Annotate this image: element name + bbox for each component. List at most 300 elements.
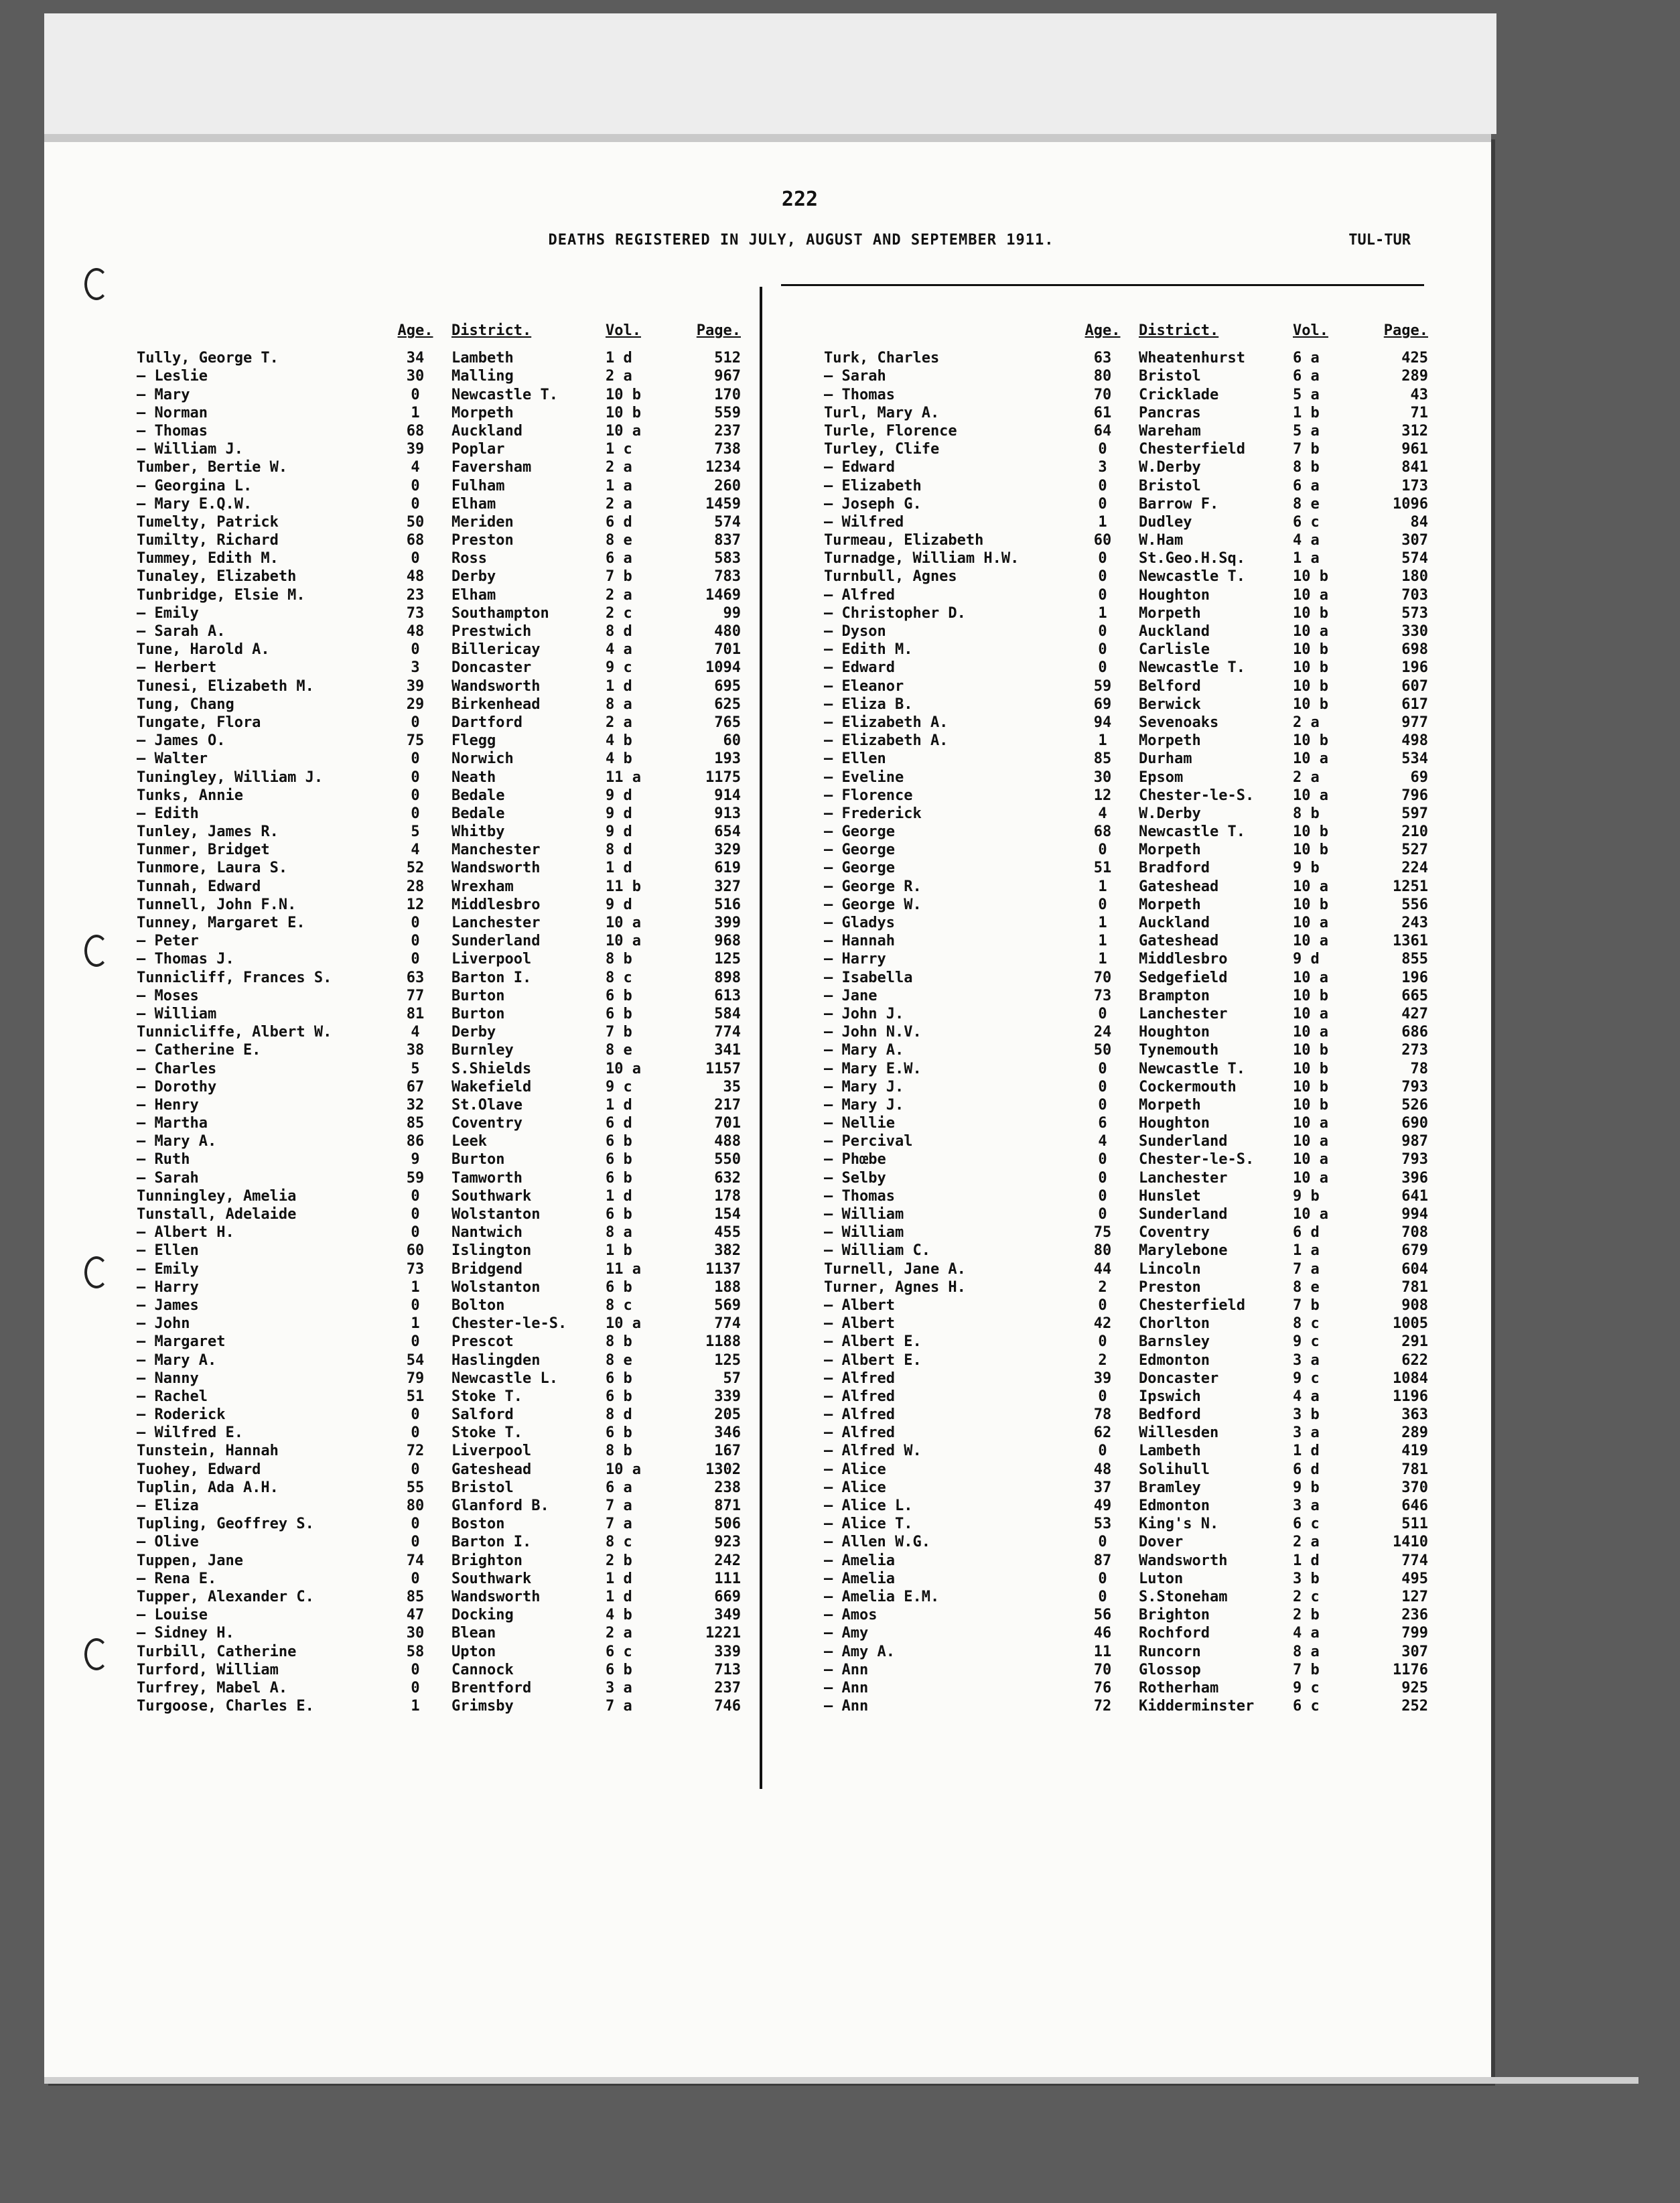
register-entry [137, 714, 773, 732]
entry-page: 154 [714, 1206, 741, 1223]
entry-district: Cricklade [1139, 386, 1219, 403]
binder-hole [84, 935, 109, 967]
entry-volume: 7 a [1293, 1260, 1320, 1278]
entry-age: 74 [406, 1552, 425, 1569]
entry-volume: 10 b [1293, 659, 1328, 677]
register-entry [824, 969, 1460, 987]
register-entry [824, 568, 1460, 586]
entry-volume: 1 d [606, 1570, 632, 1587]
entry-volume: 2 a [606, 368, 632, 385]
entry-volume: 10 a [1293, 878, 1328, 895]
register-entry [137, 841, 773, 859]
entry-volume: 7 b [606, 568, 632, 586]
entry-name: Tupper, Alexander C. [137, 1588, 314, 1605]
entry-age: 1 [1098, 951, 1107, 968]
entry-volume: 1 a [606, 477, 632, 494]
entry-volume: 1 d [606, 350, 632, 367]
entry-volume: 2 c [606, 604, 632, 622]
entry-name: — Amelia [824, 1552, 895, 1569]
entry-age: 30 [1093, 769, 1112, 786]
entry-age: 39 [406, 441, 425, 458]
entry-volume: 9 c [606, 659, 632, 677]
entry-page: 399 [714, 915, 741, 931]
entry-age: 0 [1098, 568, 1107, 586]
entry-page: 774 [714, 1024, 741, 1041]
register-entry [824, 422, 1460, 440]
register-entry [137, 440, 773, 458]
entry-age: 0 [411, 1679, 420, 1696]
register-entry [824, 769, 1460, 787]
entry-age: 68 [406, 422, 425, 440]
entry-page: 99 [723, 604, 741, 622]
entry-age: 0 [1098, 1078, 1107, 1095]
entry-age: 0 [411, 1187, 420, 1205]
entry-name: — Emily [137, 1260, 199, 1278]
register-entry [137, 769, 773, 787]
entry-district: Bolton [451, 1296, 505, 1314]
entry-district: W.Derby [1139, 459, 1201, 476]
entry-age: 79 [406, 1370, 425, 1387]
entry-age: 1 [1098, 513, 1107, 531]
entry-volume: 10 a [1293, 1024, 1328, 1041]
entry-volume: 10 b [1293, 677, 1328, 695]
entry-age: 0 [1098, 441, 1107, 458]
entry-name: — Eveline [824, 769, 904, 786]
entry-district: Coventry [1139, 1224, 1210, 1242]
entry-page: 224 [1401, 860, 1428, 877]
entry-page: 370 [1401, 1479, 1428, 1496]
entry-page: 382 [714, 1242, 741, 1260]
entry-name: — Alfred [824, 1370, 895, 1387]
entry-page: 57 [723, 1370, 741, 1387]
register-entry [137, 1005, 773, 1023]
entry-volume: 8 e [1293, 1278, 1320, 1296]
entry-age: 67 [406, 1078, 425, 1095]
entry-volume: 10 a [1293, 969, 1328, 986]
entry-age: 68 [406, 532, 425, 549]
register-entry [824, 659, 1460, 677]
entry-name: Tunbridge, Elsie M. [137, 586, 305, 604]
entry-page: 170 [714, 386, 741, 403]
entry-volume: 7 a [606, 1516, 632, 1533]
entry-name: Turl, Mary A. [824, 404, 940, 421]
entry-age: 0 [1098, 1534, 1107, 1551]
entry-page: 512 [714, 350, 741, 367]
entry-district: Auckland [451, 422, 522, 440]
entry-age: 69 [1093, 695, 1112, 713]
binder-hole [84, 268, 109, 300]
entry-district: Morpeth [1139, 842, 1201, 859]
entry-district: Chesterfield [1139, 1296, 1245, 1314]
entry-name: — Leslie [137, 368, 208, 385]
register-entry [824, 823, 1460, 841]
entry-name: — William [824, 1206, 904, 1223]
entry-volume: 10 b [1293, 641, 1328, 659]
entry-age: 0 [411, 933, 420, 950]
register-entry [824, 1005, 1460, 1023]
entry-page: 427 [1401, 1005, 1428, 1022]
entry-district: Ipswich [1139, 1388, 1201, 1405]
register-entry [824, 1643, 1460, 1661]
entry-page: 574 [714, 513, 741, 531]
entry-age: 0 [411, 1296, 420, 1314]
entry-name: — Albert [824, 1315, 895, 1333]
entry-district: Pancras [1139, 404, 1201, 421]
entry-volume: 1 d [1293, 1552, 1320, 1569]
register-entry [824, 531, 1460, 549]
register-entry [137, 1041, 773, 1059]
age-header: Age. [1084, 322, 1121, 339]
entry-page: 242 [714, 1552, 741, 1569]
entry-age: 0 [1098, 550, 1107, 568]
entry-name: — Ellen [824, 750, 886, 768]
register-entry [824, 586, 1460, 604]
entry-age: 0 [1098, 1206, 1107, 1223]
entry-volume: 10 b [1293, 695, 1328, 713]
entry-name: — Ruth [137, 1151, 190, 1169]
entry-district: Brighton [1139, 1607, 1210, 1624]
entry-name: — Charles [137, 1060, 217, 1077]
entry-district: Barton I. [451, 969, 532, 986]
entry-name: — James O. [137, 732, 226, 750]
entry-name: — Alfred W. [824, 1443, 922, 1460]
entry-name: — Rena E. [137, 1570, 217, 1587]
entry-name: — Mary [137, 386, 190, 403]
entry-name: — William J. [137, 441, 243, 458]
scan-background [44, 13, 1496, 134]
entry-district: Burton [451, 987, 505, 1004]
entry-district: Dover [1139, 1534, 1184, 1551]
entry-district: Birkenhead [451, 695, 541, 713]
entry-age: 0 [411, 1461, 420, 1478]
entry-name: — Eliza B. [824, 695, 913, 713]
entry-volume: 9 d [1293, 951, 1320, 968]
entry-name: — Alfred [824, 1424, 895, 1442]
entry-volume: 8 a [1293, 1643, 1320, 1660]
entry-district: Middlesbro [451, 896, 541, 913]
entry-page: 527 [1401, 842, 1428, 859]
entry-name: Tummey, Edith M. [137, 550, 279, 568]
register-entry [824, 367, 1460, 385]
entry-district: Morpeth [451, 404, 514, 421]
entry-page: 654 [714, 823, 741, 841]
entry-page: 556 [1401, 896, 1428, 913]
entry-volume: 8 a [606, 695, 632, 713]
register-entry [824, 914, 1460, 932]
entry-age: 1 [1098, 933, 1107, 950]
entry-name: — Edward [824, 659, 895, 677]
entry-district: Islington [451, 1242, 532, 1260]
entry-volume: 6 b [606, 1151, 632, 1169]
binder-hole [84, 1256, 109, 1288]
entry-district: Wolstanton [451, 1206, 541, 1223]
register-entry [137, 367, 773, 385]
entry-name: Tumilty, Richard [137, 532, 279, 549]
register-entry [824, 622, 1460, 641]
entry-age: 0 [411, 550, 420, 568]
entry-name: Tunks, Annie [137, 787, 243, 804]
entry-name: — Herbert [137, 659, 217, 677]
entry-age: 48 [406, 623, 425, 640]
entry-district: Gateshead [451, 1461, 532, 1478]
entry-page: 196 [1401, 969, 1428, 986]
entry-volume: 7 b [1293, 1661, 1320, 1678]
entry-district: Haslingden [451, 1351, 541, 1369]
entry-name: — Martha [137, 1115, 208, 1132]
entry-name: — Phœbe [824, 1151, 886, 1169]
entry-name: — Norman [137, 404, 208, 421]
entry-page: 260 [714, 477, 741, 494]
entry-district: Southampton [451, 604, 549, 622]
entry-page: 1221 [705, 1625, 741, 1642]
entry-name: — Albert [824, 1296, 895, 1314]
entry-page: 346 [714, 1424, 741, 1442]
entry-age: 4 [411, 1024, 420, 1041]
entry-volume: 7 b [1293, 1296, 1320, 1314]
entry-district: Southwark [451, 1570, 532, 1587]
entry-name: — Isabella [824, 969, 913, 986]
register-entry [137, 1187, 773, 1205]
entry-page: 125 [714, 1351, 741, 1369]
register-entry [824, 1351, 1460, 1370]
entry-page: 569 [714, 1296, 741, 1314]
entry-age: 80 [1093, 368, 1112, 385]
entry-name: — Wilfred E. [137, 1424, 243, 1442]
entry-volume: 10 a [606, 1315, 641, 1333]
register-entry [824, 1023, 1460, 1041]
entry-age: 0 [411, 750, 420, 768]
entry-name: — Florence [824, 787, 913, 804]
register-entry [137, 1370, 773, 1388]
register-entry [824, 1114, 1460, 1132]
entry-age: 61 [1093, 404, 1112, 421]
entry-volume: 9 d [606, 805, 632, 822]
entry-volume: 1 b [1293, 404, 1320, 421]
entry-volume: 3 a [1293, 1497, 1320, 1514]
register-entry [137, 950, 773, 968]
entry-page: 923 [714, 1534, 741, 1551]
entry-page: 793 [1401, 1151, 1428, 1169]
entry-district: Bristol [1139, 368, 1201, 385]
entry-district: Lanchester [1139, 1169, 1228, 1187]
entry-volume: 1 d [1293, 1443, 1320, 1460]
entry-age: 0 [1098, 842, 1107, 859]
entry-age: 0 [1098, 623, 1107, 640]
entry-age: 81 [406, 1005, 425, 1022]
entry-page: 480 [714, 623, 741, 640]
register-entry [824, 458, 1460, 476]
entry-district: W.Derby [1139, 805, 1201, 822]
entry-name: — Ann [824, 1661, 869, 1678]
entry-age: 76 [1093, 1679, 1112, 1696]
entry-district: King's N. [1139, 1516, 1219, 1533]
register-entry [824, 641, 1460, 659]
entry-age: 72 [406, 1443, 425, 1460]
entry-name: — Roderick [137, 1406, 226, 1424]
entry-district: Stoke T. [451, 1424, 522, 1442]
entry-district: Bedale [451, 787, 505, 804]
register-entry [137, 1060, 773, 1078]
entry-volume: 2 b [1293, 1607, 1320, 1624]
page-top-edge [44, 134, 1491, 142]
entry-district: Newcastle T. [451, 386, 558, 403]
entry-district: Docking [451, 1607, 514, 1624]
register-entry [137, 1515, 773, 1533]
entry-district: St.Geo.H.Sq. [1139, 550, 1245, 568]
entry-page: 703 [1401, 586, 1428, 604]
entry-name: — Eliza [137, 1497, 199, 1514]
register-entry [137, 677, 773, 695]
entry-age: 9 [411, 1151, 420, 1169]
register-entry [824, 477, 1460, 495]
register-entry [824, 513, 1460, 531]
entry-volume: 8 e [606, 1042, 632, 1059]
register-entry [137, 549, 773, 568]
entry-name: — George [824, 842, 895, 859]
entry-volume: 2 a [1293, 714, 1320, 731]
entry-page: 1459 [705, 495, 741, 513]
entry-district: Burton [451, 1151, 505, 1169]
entry-age: 5 [411, 1060, 420, 1077]
entry-volume: 4 a [1293, 1625, 1320, 1642]
entry-name: — Peter [137, 933, 199, 950]
entry-district: Billericay [451, 641, 541, 659]
entry-page: 69 [1410, 769, 1428, 786]
entry-district: Edmonton [1139, 1351, 1210, 1369]
entry-volume: 7 b [1293, 441, 1320, 458]
entry-district: Berwick [1139, 695, 1201, 713]
entry-age: 0 [1098, 659, 1107, 677]
entry-page: 1157 [705, 1060, 741, 1077]
entry-district: Sedgefield [1139, 969, 1228, 986]
entry-age: 32 [406, 1096, 425, 1114]
entry-name: — Albert E. [824, 1351, 922, 1369]
entry-volume: 4 b [606, 750, 632, 768]
register-entry [137, 1150, 773, 1169]
entry-district: Whitby [451, 823, 505, 841]
entry-page: 236 [1401, 1607, 1428, 1624]
register-entry [824, 1370, 1460, 1388]
entry-name: — Rachel [137, 1388, 208, 1405]
entry-volume: 8 d [606, 623, 632, 640]
entry-name: Tunesi, Elizabeth M. [137, 677, 314, 695]
entry-page: 783 [714, 568, 741, 586]
entry-age: 54 [406, 1351, 425, 1369]
entry-district: Stoke T. [451, 1388, 522, 1405]
register-entry [137, 1624, 773, 1642]
entry-district: Carlisle [1139, 641, 1210, 659]
entry-page: 1175 [705, 769, 741, 786]
register-entry [137, 1442, 773, 1460]
entry-name: Tuplin, Ada A.H. [137, 1479, 279, 1496]
entry-volume: 6 c [1293, 1516, 1320, 1533]
entry-name: Tully, George T. [137, 350, 279, 367]
entry-name: — Edith M. [824, 641, 913, 659]
entry-volume: 10 a [1293, 586, 1328, 604]
entry-page: 1094 [705, 659, 741, 677]
entry-name: Tumber, Bertie W. [137, 459, 288, 476]
entry-volume: 10 a [1293, 1151, 1328, 1169]
entry-name: — Nanny [137, 1370, 199, 1387]
register-entry [824, 1479, 1460, 1497]
entry-name: Tunstein, Hannah [137, 1443, 279, 1460]
left-entries [137, 349, 773, 1715]
entry-name: Tuppen, Jane [137, 1552, 243, 1569]
entry-age: 1 [1098, 732, 1107, 750]
register-entry [824, 878, 1460, 896]
entry-page: 307 [1401, 532, 1428, 549]
register-entry [824, 1150, 1460, 1169]
entry-page: 617 [1401, 695, 1428, 713]
entry-name: Turbill, Catherine [137, 1643, 297, 1660]
entry-age: 30 [406, 368, 425, 385]
register-entry [137, 1205, 773, 1223]
entry-name: — William [824, 1224, 904, 1242]
entry-age: 4 [411, 842, 420, 859]
entry-name: Turle, Florence [824, 422, 957, 440]
entry-district: Norwich [451, 750, 514, 768]
entry-name: — Wilfred [824, 513, 904, 531]
entry-age: 3 [1098, 459, 1107, 476]
entry-name: — Mary A. [137, 1351, 217, 1369]
entry-age: 0 [411, 1534, 420, 1551]
entry-volume: 7 b [606, 1024, 632, 1041]
entry-name: — Sidney H. [137, 1625, 234, 1642]
entry-name: — Amelia E.M. [824, 1588, 940, 1605]
entry-volume: 1 d [606, 1588, 632, 1605]
register-entry [824, 404, 1460, 422]
register-entry [137, 1315, 773, 1333]
entry-page: 632 [714, 1169, 741, 1187]
entry-name: — Jane [824, 987, 878, 1004]
entry-district: Upton [451, 1643, 496, 1660]
entry-page: 205 [714, 1406, 741, 1424]
register-entry [824, 805, 1460, 823]
entry-age: 38 [406, 1042, 425, 1059]
entry-volume: 8 c [1293, 1315, 1320, 1333]
entry-age: 0 [1098, 495, 1107, 513]
entry-name: — Elizabeth [824, 477, 922, 494]
entry-name: — Albert H. [137, 1224, 234, 1242]
entry-district: Burnley [451, 1042, 514, 1059]
entry-volume: 10 b [1293, 987, 1328, 1004]
entry-volume: 2 a [606, 714, 632, 731]
entry-district: Liverpool [451, 1443, 532, 1460]
entry-name: — Allen W.G. [824, 1534, 930, 1551]
column-header [824, 322, 1460, 340]
entry-page: 495 [1401, 1570, 1428, 1587]
entry-name: Tunningley, Amelia [137, 1187, 297, 1205]
entry-name: Tunnell, John F.N. [137, 896, 297, 913]
entry-district: Rotherham [1139, 1679, 1219, 1696]
entry-name: Tuohey, Edward [137, 1461, 261, 1478]
register-entry [137, 1570, 773, 1588]
entry-age: 72 [1093, 1698, 1112, 1715]
entry-page: 516 [714, 896, 741, 913]
entry-volume: 6 d [1293, 1224, 1320, 1242]
entry-age: 80 [1093, 1242, 1112, 1260]
entry-page: 646 [1401, 1497, 1428, 1514]
entry-age: 48 [406, 568, 425, 586]
entry-name: — Amy A. [824, 1643, 895, 1660]
entry-page: 534 [1401, 750, 1428, 768]
entry-volume: 8 d [606, 1406, 632, 1424]
entry-volume: 10 a [1293, 1206, 1328, 1223]
entry-volume: 11 b [606, 878, 641, 895]
entry-page: 173 [1401, 477, 1428, 494]
entry-page: 1251 [1393, 878, 1428, 895]
entry-page: 1196 [1393, 1388, 1428, 1405]
